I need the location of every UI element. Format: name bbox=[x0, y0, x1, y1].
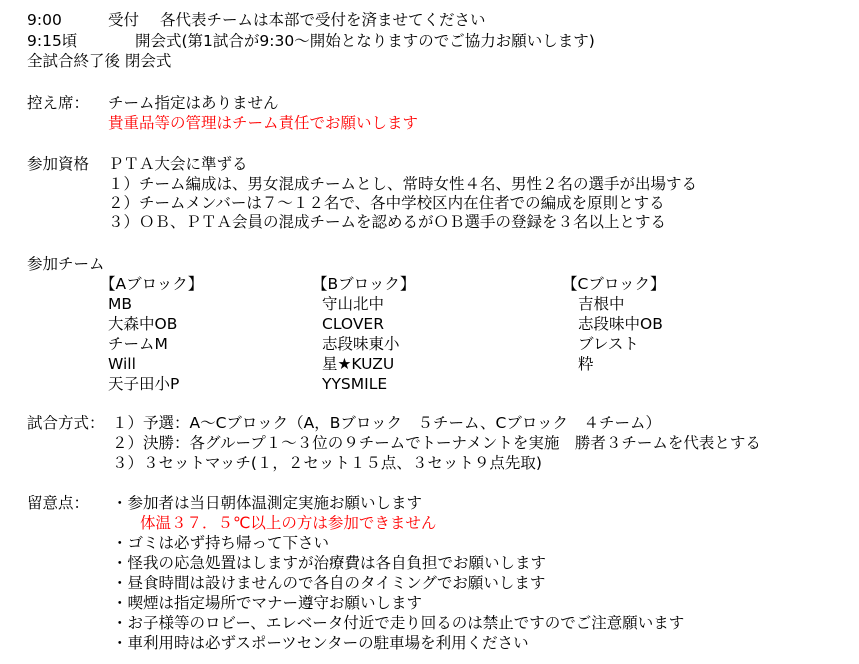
format-item: １）予選：A～Cブロック（A，Bブロック ５チーム、Cブロック ４チーム） bbox=[112, 414, 662, 432]
team-name: 吉根中 bbox=[578, 295, 625, 313]
reserve-text: チーム指定はありません bbox=[108, 94, 279, 112]
block-a-title: 【Aブロック】 bbox=[100, 275, 204, 293]
note-item: ・お子様等のロビー、エレベータ付近で走り回るのは禁止ですのでご注意願います bbox=[112, 614, 685, 632]
schedule-time-1: 9:00 bbox=[27, 11, 62, 29]
format-label: 試合方式： bbox=[27, 414, 105, 432]
format-item: ３）３セットマッチ(１，２セット１５点、３セット９点先取) bbox=[112, 454, 542, 472]
teams-label: 参加チーム bbox=[27, 255, 105, 273]
team-name: ブレスト bbox=[578, 335, 639, 353]
team-name: YYSMILE bbox=[322, 375, 388, 393]
team-name: MB bbox=[108, 295, 133, 313]
schedule-text-2: 開会式(第1試合が9:30～開始となりますのでご協力お願いします) bbox=[135, 32, 595, 50]
schedule-text-1: 各代表チームは本部で受付を済ませてください bbox=[160, 11, 486, 29]
block-c-title: 【Cブロック】 bbox=[562, 275, 666, 293]
note-item: ・昼食時間は設けませんので各自のタイミングでお願いします bbox=[112, 574, 546, 592]
team-name: 守山北中 bbox=[322, 295, 385, 313]
note-item: ・怪我の応急処置はしますが治療費は各自負担でお願いします bbox=[112, 554, 547, 572]
format-item: ２）決勝：各グループ１～３位の９チームでトーナメントを実施 勝者３チームを代表とする bbox=[112, 434, 761, 452]
team-name: 大森中OB bbox=[108, 315, 178, 333]
team-name: Will bbox=[108, 355, 136, 373]
team-name: 星★KUZU bbox=[322, 355, 395, 373]
team-name: チームM bbox=[108, 335, 168, 353]
eligibility-label: 参加資格 bbox=[27, 155, 90, 173]
note-item: ・参加者は当日朝体温測定実施お願いします bbox=[112, 494, 423, 512]
note-item: ・車利用時は必ずスポーツセンターの駐車場を利用ください bbox=[112, 634, 529, 652]
schedule-label-1: 受付 bbox=[108, 11, 140, 29]
team-name: 志段味中OB bbox=[578, 315, 663, 333]
schedule-closing: 全試合終了後 閉会式 bbox=[27, 52, 172, 70]
notes-label: 留意点： bbox=[27, 494, 90, 512]
team-name: 志段味東小 bbox=[322, 335, 400, 353]
eligibility-item: ３）ＯＢ、ＰＴＡ会員の混成チームを認めるがＯＢ選手の登録を３名以上とする bbox=[108, 213, 667, 231]
note-item: ・ゴミは必ず持ち帰って下さい bbox=[112, 534, 330, 552]
team-name: CLOVER bbox=[322, 315, 384, 333]
reserve-note: 貴重品等の管理はチーム責任でお願いします bbox=[108, 114, 419, 132]
team-name: 粋 bbox=[578, 355, 594, 373]
eligibility-text: ＰＴＡ大会に準ずる bbox=[108, 155, 248, 173]
eligibility-item: ２）チームメンバーは７～１２名で、各中学校区内在住者での編成を原則とする bbox=[108, 194, 665, 212]
eligibility-item: １）チーム編成は、男女混成チームとし、常時女性４名、男性２名の選手が出場する bbox=[108, 175, 698, 193]
reserve-label: 控え席： bbox=[27, 94, 90, 112]
temperature-warning: 体温３７．５℃以上の方は参加できません bbox=[140, 514, 437, 532]
block-b-title: 【Bブロック】 bbox=[312, 275, 416, 293]
schedule-time-2: 9:15頃 bbox=[27, 32, 78, 50]
note-item: ・喫煙は指定場所でマナー遵守お願いします bbox=[112, 594, 423, 612]
team-name: 天子田小P bbox=[108, 375, 180, 393]
